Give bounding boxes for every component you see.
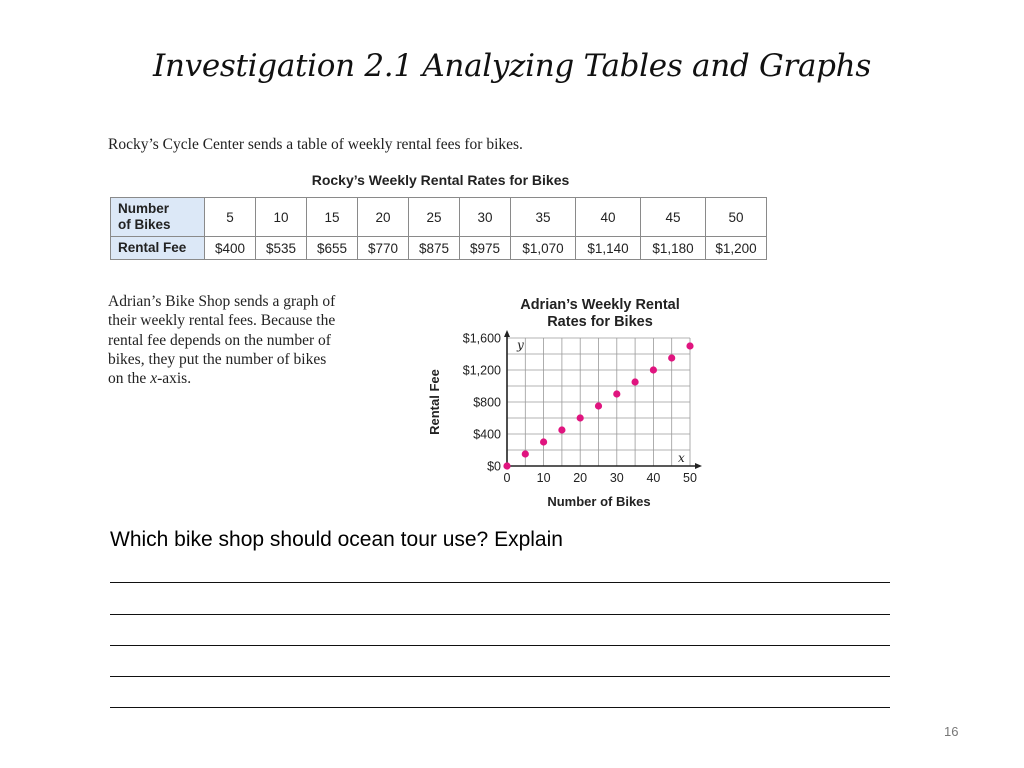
x-variable: x xyxy=(150,370,158,388)
x-axis-variable: x xyxy=(678,451,685,465)
bikes-row xyxy=(111,198,767,237)
fee-cell: $535 xyxy=(256,237,307,260)
fee-cell: $1,070 xyxy=(511,237,576,260)
fee-cell: $770 xyxy=(358,237,409,260)
chart-title-line2: Rates for Bikes xyxy=(547,314,653,330)
adrian-text-line: bikes, they put the number of bikes xyxy=(108,350,327,368)
bikes-cell: 30 xyxy=(460,198,511,237)
fee-cell: $1,180 xyxy=(641,237,706,260)
bikes-header-line1: Number xyxy=(118,201,170,216)
y-tick-label: $0 xyxy=(487,459,501,474)
bikes-cell: 40 xyxy=(576,198,641,237)
slide-title: Investigation 2.1 Analyzing Tables and Graphs xyxy=(153,48,871,84)
answer-line[interactable] xyxy=(110,582,890,583)
fee-cell: $400 xyxy=(205,237,256,260)
data-point xyxy=(522,450,529,457)
adrian-text-line: rental fee depends on the number of xyxy=(108,331,331,349)
data-point xyxy=(558,426,565,433)
bikes-cell: 25 xyxy=(409,198,460,237)
y-tick-label: $1,600 xyxy=(462,331,501,346)
x-tick-label: 20 xyxy=(573,471,588,485)
bikes-cell: 50 xyxy=(706,198,767,237)
x-tick-label: 50 xyxy=(683,471,697,485)
bikes-cell: 35 xyxy=(511,198,576,237)
data-point xyxy=(577,414,584,421)
x-tick-label: 0 xyxy=(503,471,511,485)
question-prompt: Which bike shop should ocean tour use? Explain xyxy=(110,528,563,551)
x-axis-arrow xyxy=(695,463,702,469)
y-axis-label: Rental Fee xyxy=(427,369,442,435)
fees-row xyxy=(111,237,767,260)
page-number: 16 xyxy=(944,724,959,739)
fee-cell: $655 xyxy=(307,237,358,260)
answer-line[interactable] xyxy=(110,614,890,615)
data-point xyxy=(595,402,602,409)
answer-line[interactable] xyxy=(110,676,890,677)
adrian-rental-chart xyxy=(415,290,715,518)
y-axis-arrow xyxy=(504,330,510,337)
bikes-cell: 5 xyxy=(205,198,256,237)
chart-title-line1: Adrian’s Weekly Rental xyxy=(520,297,680,313)
y-tick-label: $400 xyxy=(473,427,501,442)
fee-cell: $1,140 xyxy=(576,237,641,260)
chart-axes xyxy=(504,330,702,469)
bikes-header-line2: of Bikes xyxy=(118,217,171,232)
y-tick-label: $1,200 xyxy=(462,363,501,378)
answer-line[interactable] xyxy=(110,707,890,708)
bikes-cell: 10 xyxy=(256,198,307,237)
data-point xyxy=(668,354,675,361)
adrian-intro-text xyxy=(108,292,408,388)
x-tick-label: 30 xyxy=(609,471,624,485)
answer-line[interactable] xyxy=(110,645,890,646)
fees-row-header: Rental Fee xyxy=(111,237,205,260)
data-point xyxy=(686,342,693,349)
adrian-text-line: Adrian’s Bike Shop sends a graph of xyxy=(108,293,336,310)
data-point xyxy=(632,378,639,385)
y-tick-label: $800 xyxy=(473,395,501,410)
x-tick-label: 40 xyxy=(646,471,661,485)
bikes-cell: 15 xyxy=(307,198,358,237)
adrian-text-fragment: -axis. xyxy=(157,370,192,388)
rocky-table-title: Rocky’s Weekly Rental Rates for Bikes xyxy=(311,172,570,188)
fee-cell: $975 xyxy=(460,237,511,260)
x-tick-label: 10 xyxy=(536,471,551,485)
rocky-rental-table xyxy=(110,197,767,260)
adrian-text-line: their weekly rental fees. Because the xyxy=(108,312,336,330)
data-point xyxy=(650,366,657,373)
bikes-cell: 20 xyxy=(358,198,409,237)
fee-cell: $1,200 xyxy=(706,237,767,260)
chart-grid xyxy=(507,338,690,466)
bikes-cell: 45 xyxy=(641,198,706,237)
data-point xyxy=(613,390,620,397)
bikes-row-header xyxy=(111,198,205,237)
adrian-text-line xyxy=(108,369,408,388)
data-point xyxy=(503,462,510,469)
x-axis-label: Number of Bikes xyxy=(547,494,651,509)
data-point xyxy=(540,438,547,445)
adrian-text-fragment: on the xyxy=(108,370,151,388)
fee-cell: $875 xyxy=(409,237,460,260)
y-axis-variable: y xyxy=(517,338,524,352)
rocky-intro-text: Rocky’s Cycle Center sends a table of weekly rental fees for bikes. xyxy=(108,136,523,153)
